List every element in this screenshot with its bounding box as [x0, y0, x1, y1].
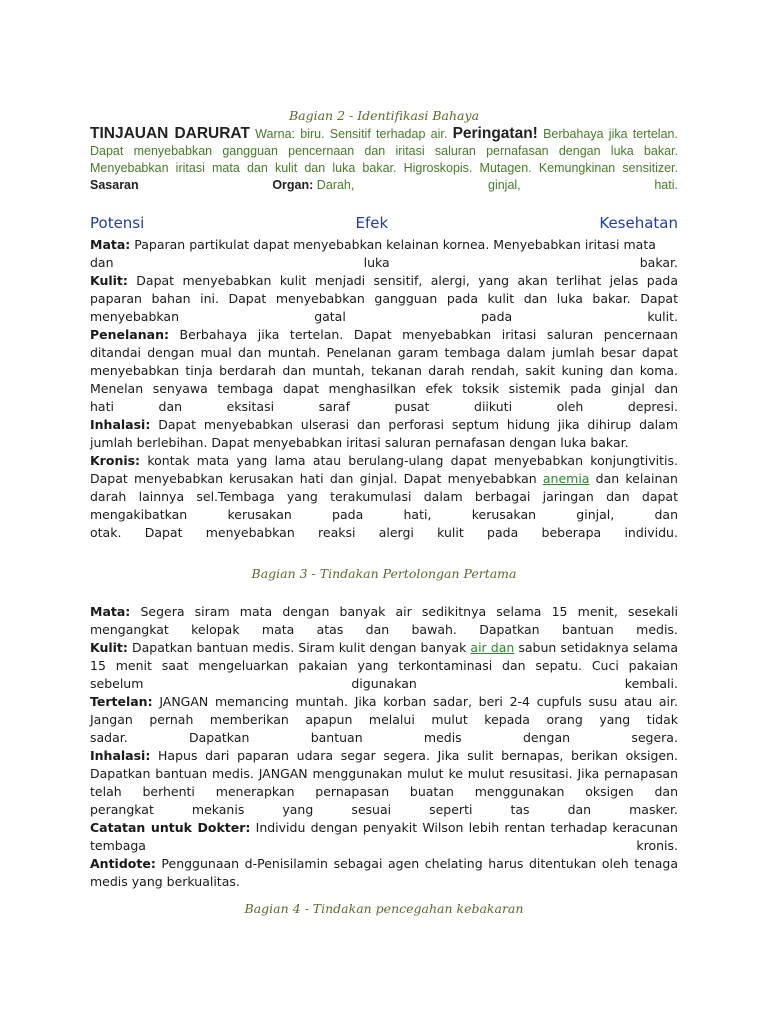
emergency-overview — [90, 125, 678, 194]
heading-word-1: Potensi — [90, 214, 145, 232]
sasaran-label: Sasaran — [90, 178, 139, 192]
effect-mata-end: dan luka bakar. — [90, 255, 678, 270]
anemia-link[interactable]: anemia — [542, 471, 590, 486]
target-organ-row — [90, 177, 678, 194]
warna-text: Warna: biru. Sensitif terhadap air. — [255, 127, 448, 141]
firstaid-inhalasi: Inhalasi: Hapus dari paparan udara segar segera. Jika sulit bernapas, berikan oksigen. Dapatkan bantuan medis. JANGAN menggunakan mulut ke mulut resusitasi. Jika pernapasan telah berhenti menerapkan pernapasan buatan menggunakan oksigen dan — [90, 748, 678, 799]
firstaid-kulit-end: sebelum digunakan kembali. — [90, 676, 678, 691]
firstaid-tertelan: Tertelan: JANGAN memancing muntah. Jika korban sadar, beri 2-4 cupfuls susu atau air. Jangan pernah memberikan apapun melalui mulut kepada orang yang tidak — [90, 694, 678, 727]
firstaid-dokter-end: tembaga kronis. — [90, 838, 678, 853]
peringatan-label: Peringatan! — [452, 125, 538, 142]
section-4-title: Bagian 4 - Tindakan pencegahan kebakaran — [244, 901, 524, 916]
firstaid-mata-end: mengangkat kelopak mata atas dan bawah. Dapatkan bantuan medis. — [90, 622, 678, 637]
effect-penelanan: Penelanan: Berbahaya jika tertelan. Dapat menyebabkan iritasi saluran pencernaan ditandai dengan mual dan muntah. Penelanan garam tembaga dalam jumlah besar dapat menyebabkan tinja berdarah dan muntah, tekanan darah rendah, sakit kuning dan koma. Menelan senyawa tembaga dapat menghasilkan efek toksik sistemik pada ginjal dan — [90, 327, 678, 396]
effect-kulit-end: menyebabkan gatal pada kulit. — [90, 309, 678, 324]
effect-penelanan-end: hati dan eksitasi saraf pusat diikuti oleh depresi. — [90, 399, 678, 414]
emergency-line-3: Menyebabkan iritasi mata dan kulit dan luka bakar. Higroskopis. Mutagen. Kemungkinan sensitizer. — [90, 161, 678, 175]
organ-ginjal: ginjal, — [488, 178, 521, 192]
emergency-overview-label: TINJAUAN DARURAT — [90, 125, 250, 142]
firstaid-kulit: Kulit: Dapatkan bantuan medis. Siram kulit dengan banyak air dan sabun setidaknya selama 15 menit saat mengeluarkan pakaian yang terkontaminasi dan sepatu. Cuci pakaian — [90, 640, 679, 673]
firstaid-tertelan-end: sadar. Dapatkan bantuan medis dengan segera. — [90, 730, 678, 745]
organ-field: Organ: Darah, — [272, 178, 355, 192]
heading-word-3: Kesehatan — [599, 214, 678, 232]
effect-kronis: Kronis: kontak mata yang lama atau berulang-ulang dapat menyebabkan konjungtivitis. Dapat menyebabkan kerusakan hati dan ginjal. Dapat menyebabkan anemia dan kelainan darah lainnya sel.Tembaga yang terakumulasi dalam berbagai jaringan dan dapat mengakibatkan kerusakan pada hati, kerusakan ginjal, dan — [90, 453, 678, 522]
document-content — [90, 108, 678, 916]
firstaid-mata: Mata: Segera siram mata dengan banyak air sedikitnya selama 15 menit, sesekali — [90, 604, 678, 619]
air-dan-link[interactable]: air dan — [470, 640, 515, 655]
potential-health-effects-heading — [90, 214, 678, 232]
effect-mata: Mata: Paparan partikulat dapat menyebabkan kelainan kornea. Menyebabkan iritasi mata — [90, 237, 656, 252]
section-3-title: Bagian 3 - Tindakan Pertolongan Pertama — [251, 566, 517, 581]
effect-inhalasi: Inhalasi: Dapat menyebabkan ulserasi dan perforasi septum hidung jika dihirup dalam jumlah berlebihan. Dapat menyebabkan iritasi saluran pernafasan dengan luka bakar. — [90, 417, 678, 450]
effect-kulit: Kulit: Dapat menyebabkan kulit menjadi sensitif, alergi, yang akan terlihat jelas pada paparan bahan ini. Dapat menyebabkan gangguan pada kulit dan luka bakar. Dapat — [90, 273, 678, 306]
firstaid-dokter: Catatan untuk Dokter: Individu dengan penyakit Wilson lebih rentan terhadap keracunan — [90, 820, 678, 835]
heading-word-2: Efek — [355, 214, 389, 232]
section-2-title: Bagian 2 - Identifikasi Bahaya — [288, 108, 480, 123]
firstaid-inhalasi-end: perangkat mekanis yang sesuai seperti tas dan masker. — [90, 802, 678, 817]
emergency-line-2: Dapat menyebabkan gangguan pencernaan dan iritasi saluran pernafasan dengan luka bakar. — [90, 144, 678, 158]
health-effects-body — [90, 236, 678, 542]
first-aid-body — [90, 603, 678, 891]
effect-kronis-end: otak. Dapat menyebabkan reaksi alergi kulit pada beberapa individu. — [90, 525, 678, 540]
emergency-line-1 — [90, 125, 678, 143]
firstaid-antidote: Antidote: Penggunaan d-Penisilamin sebagai agen chelating harus ditentukan oleh tenaga medis yang berkualitas. — [90, 856, 678, 889]
organ-hati: hati. — [654, 178, 678, 192]
peringatan-text: Berbahaya jika tertelan. — [543, 127, 678, 141]
